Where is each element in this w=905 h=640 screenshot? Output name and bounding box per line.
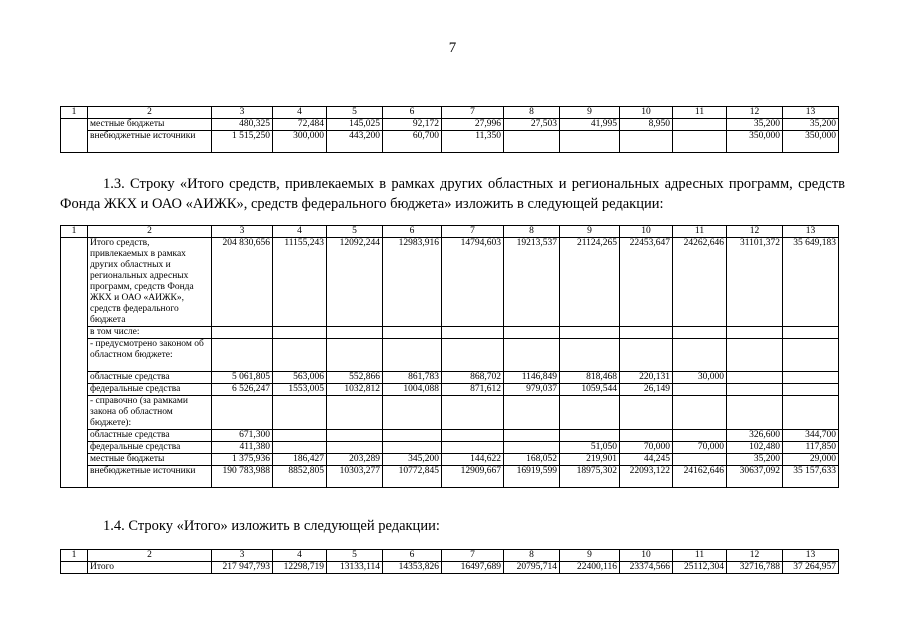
value-cell: 35,200 bbox=[727, 119, 783, 131]
value-cell bbox=[273, 327, 327, 339]
value-cell: 345,200 bbox=[383, 454, 442, 466]
row-label: местные бюджеты bbox=[88, 119, 212, 131]
value-cell: 5 061,805 bbox=[212, 372, 273, 384]
table-row bbox=[61, 430, 839, 442]
table-row bbox=[61, 396, 839, 430]
value-cell: 27,996 bbox=[442, 119, 504, 131]
row-label: областные средства bbox=[88, 372, 212, 384]
value-cell bbox=[212, 327, 273, 339]
table-local-sources bbox=[60, 106, 839, 153]
value-cell: 217 947,793 bbox=[212, 562, 273, 574]
value-cell bbox=[504, 131, 560, 153]
value-cell bbox=[673, 384, 727, 396]
value-cell: 350,000 bbox=[727, 131, 783, 153]
row-label: внебюджетные источники bbox=[88, 466, 212, 488]
value-cell bbox=[560, 339, 620, 372]
value-cell bbox=[383, 442, 442, 454]
row-label: - справочно (за рамками закона об областном бюджете): bbox=[88, 396, 212, 430]
value-cell bbox=[442, 327, 504, 339]
value-cell: 70,000 bbox=[620, 442, 673, 454]
row-label: в том числе: bbox=[88, 327, 212, 339]
value-cell bbox=[783, 339, 839, 372]
value-cell bbox=[327, 396, 383, 430]
column-number-cell: 10 bbox=[620, 107, 673, 119]
table-row bbox=[61, 466, 839, 488]
table-total bbox=[60, 549, 839, 574]
value-cell bbox=[212, 396, 273, 430]
value-cell: 35,200 bbox=[783, 119, 839, 131]
column-number-cell: 6 bbox=[383, 226, 442, 238]
column-number-cell: 5 bbox=[327, 550, 383, 562]
value-cell bbox=[620, 327, 673, 339]
value-cell: 12909,667 bbox=[442, 466, 504, 488]
value-cell bbox=[673, 327, 727, 339]
column-number-cell: 7 bbox=[442, 550, 504, 562]
row-label: Итого средств, привлекаемых в рамках других областных и региональных адресных программ, средств Фонда ЖКХ и ОАО «АИЖК», средств федерального бюджета bbox=[88, 238, 212, 327]
value-cell: 552,866 bbox=[327, 372, 383, 384]
paragraph-1-3: 1.3. Строку «Итого средств, привлекаемых в рамках других областных и региональных адресных программ, средств Фонда ЖКХ и ОАО «АИЖК», средств федерального бюджета» изложить в следующей редакции: bbox=[60, 176, 845, 212]
value-cell bbox=[673, 339, 727, 372]
value-cell bbox=[673, 430, 727, 442]
value-cell: 8,950 bbox=[620, 119, 673, 131]
value-cell: 1059,544 bbox=[560, 384, 620, 396]
empty-index-cell bbox=[61, 238, 88, 488]
value-cell: 14794,603 bbox=[442, 238, 504, 327]
column-number-cell: 2 bbox=[88, 550, 212, 562]
value-cell: 16497,689 bbox=[442, 562, 504, 574]
table-row bbox=[61, 562, 839, 574]
column-number-cell: 11 bbox=[673, 226, 727, 238]
value-cell: 868,702 bbox=[442, 372, 504, 384]
value-cell: 186,427 bbox=[273, 454, 327, 466]
value-cell bbox=[673, 396, 727, 430]
table-row bbox=[61, 238, 839, 327]
value-cell: 190 783,988 bbox=[212, 466, 273, 488]
row-label: областные средства bbox=[88, 430, 212, 442]
value-cell bbox=[560, 430, 620, 442]
value-cell bbox=[620, 131, 673, 153]
column-number-cell: 7 bbox=[442, 226, 504, 238]
value-cell: 23374,566 bbox=[620, 562, 673, 574]
value-cell: 204 830,656 bbox=[212, 238, 273, 327]
column-number-cell: 13 bbox=[783, 226, 839, 238]
value-cell: 22093,122 bbox=[620, 466, 673, 488]
value-cell bbox=[783, 396, 839, 430]
value-cell bbox=[383, 339, 442, 372]
value-cell: 671,300 bbox=[212, 430, 273, 442]
value-cell: 861,783 bbox=[383, 372, 442, 384]
value-cell: 31101,372 bbox=[727, 238, 783, 327]
row-label: федеральные средства bbox=[88, 384, 212, 396]
column-number-cell: 3 bbox=[212, 550, 273, 562]
value-cell bbox=[383, 430, 442, 442]
column-number-cell: 8 bbox=[504, 107, 560, 119]
row-label: местные бюджеты bbox=[88, 454, 212, 466]
value-cell: 219,901 bbox=[560, 454, 620, 466]
column-number-cell: 12 bbox=[727, 107, 783, 119]
value-cell: 13133,114 bbox=[327, 562, 383, 574]
value-cell: 203,289 bbox=[327, 454, 383, 466]
value-cell bbox=[327, 327, 383, 339]
value-cell: 24262,646 bbox=[673, 238, 727, 327]
column-number-cell: 8 bbox=[504, 550, 560, 562]
value-cell: 30,000 bbox=[673, 372, 727, 384]
column-number-cell: 9 bbox=[560, 226, 620, 238]
value-cell: 25112,304 bbox=[673, 562, 727, 574]
paragraph-1-4: 1.4. Строку «Итого» изложить в следующей редакции: bbox=[103, 518, 440, 534]
value-cell: 1553,005 bbox=[273, 384, 327, 396]
value-cell: 32716,788 bbox=[727, 562, 783, 574]
value-cell: 35 649,183 bbox=[783, 238, 839, 327]
row-label: - предусмотрено законом об областном бюджете: bbox=[88, 339, 212, 372]
value-cell bbox=[442, 430, 504, 442]
table-row bbox=[61, 384, 839, 396]
column-number-cell: 11 bbox=[673, 107, 727, 119]
column-number-row bbox=[61, 550, 839, 562]
value-cell: 22400,116 bbox=[560, 562, 620, 574]
value-cell bbox=[327, 430, 383, 442]
table-total-attracted-funds bbox=[60, 225, 839, 488]
value-cell: 326,600 bbox=[727, 430, 783, 442]
column-number-cell: 4 bbox=[273, 550, 327, 562]
value-cell: 60,700 bbox=[383, 131, 442, 153]
column-number-cell: 5 bbox=[327, 107, 383, 119]
value-cell: 92,172 bbox=[383, 119, 442, 131]
value-cell: 12092,244 bbox=[327, 238, 383, 327]
value-cell bbox=[327, 339, 383, 372]
value-cell: 344,700 bbox=[783, 430, 839, 442]
value-cell bbox=[273, 396, 327, 430]
value-cell: 35 157,633 bbox=[783, 466, 839, 488]
column-number-cell: 4 bbox=[273, 226, 327, 238]
empty-index-cell bbox=[61, 562, 88, 574]
column-number-cell: 9 bbox=[560, 550, 620, 562]
column-number-cell: 13 bbox=[783, 550, 839, 562]
empty-index-cell bbox=[61, 119, 88, 153]
value-cell: 145,025 bbox=[327, 119, 383, 131]
value-cell: 30637,092 bbox=[727, 466, 783, 488]
column-number-cell: 1 bbox=[61, 550, 88, 562]
column-number-cell: 2 bbox=[88, 226, 212, 238]
column-number-cell: 3 bbox=[212, 226, 273, 238]
value-cell: 21124,265 bbox=[560, 238, 620, 327]
value-cell bbox=[673, 454, 727, 466]
value-cell: 29,000 bbox=[783, 454, 839, 466]
value-cell: 11155,243 bbox=[273, 238, 327, 327]
value-cell: 27,503 bbox=[504, 119, 560, 131]
column-number-cell: 3 bbox=[212, 107, 273, 119]
column-number-cell: 8 bbox=[504, 226, 560, 238]
column-number-cell: 4 bbox=[273, 107, 327, 119]
value-cell: 37 264,957 bbox=[783, 562, 839, 574]
value-cell bbox=[727, 339, 783, 372]
value-cell bbox=[442, 442, 504, 454]
value-cell: 70,000 bbox=[673, 442, 727, 454]
value-cell: 19213,537 bbox=[504, 238, 560, 327]
value-cell bbox=[620, 430, 673, 442]
value-cell bbox=[383, 396, 442, 430]
value-cell bbox=[560, 327, 620, 339]
value-cell bbox=[620, 396, 673, 430]
value-cell: 16919,599 bbox=[504, 466, 560, 488]
column-number-cell: 1 bbox=[61, 107, 88, 119]
value-cell: 350,000 bbox=[783, 131, 839, 153]
column-number-cell: 10 bbox=[620, 550, 673, 562]
value-cell bbox=[273, 430, 327, 442]
value-cell bbox=[620, 339, 673, 372]
value-cell: 117,850 bbox=[783, 442, 839, 454]
value-cell bbox=[504, 430, 560, 442]
value-cell: 51,050 bbox=[560, 442, 620, 454]
value-cell: 35,200 bbox=[727, 454, 783, 466]
value-cell bbox=[504, 442, 560, 454]
value-cell bbox=[560, 131, 620, 153]
value-cell: 12298,719 bbox=[273, 562, 327, 574]
value-cell: 14353,826 bbox=[383, 562, 442, 574]
value-cell: 24162,646 bbox=[673, 466, 727, 488]
value-cell: 1 515,250 bbox=[212, 131, 273, 153]
column-number-row bbox=[61, 107, 839, 119]
value-cell: 1004,088 bbox=[383, 384, 442, 396]
value-cell bbox=[504, 339, 560, 372]
value-cell: 979,037 bbox=[504, 384, 560, 396]
value-cell: 411,380 bbox=[212, 442, 273, 454]
value-cell: 72,484 bbox=[273, 119, 327, 131]
row-label: Итого bbox=[88, 562, 212, 574]
value-cell bbox=[783, 372, 839, 384]
value-cell bbox=[327, 442, 383, 454]
table-row bbox=[61, 372, 839, 384]
column-number-cell: 12 bbox=[727, 550, 783, 562]
value-cell bbox=[212, 339, 273, 372]
value-cell bbox=[560, 396, 620, 430]
table-row bbox=[61, 131, 839, 153]
value-cell bbox=[727, 384, 783, 396]
column-number-cell: 10 bbox=[620, 226, 673, 238]
value-cell: 144,622 bbox=[442, 454, 504, 466]
value-cell: 41,995 bbox=[560, 119, 620, 131]
value-cell bbox=[442, 396, 504, 430]
value-cell: 1032,812 bbox=[327, 384, 383, 396]
value-cell bbox=[273, 339, 327, 372]
value-cell: 10303,277 bbox=[327, 466, 383, 488]
table-row bbox=[61, 119, 839, 131]
value-cell bbox=[783, 327, 839, 339]
value-cell: 443,200 bbox=[327, 131, 383, 153]
column-number-cell: 2 bbox=[88, 107, 212, 119]
value-cell bbox=[442, 339, 504, 372]
column-number-cell: 12 bbox=[727, 226, 783, 238]
value-cell: 6 526,247 bbox=[212, 384, 273, 396]
table-row bbox=[61, 454, 839, 466]
value-cell bbox=[727, 372, 783, 384]
value-cell: 480,325 bbox=[212, 119, 273, 131]
value-cell bbox=[504, 396, 560, 430]
column-number-cell: 1 bbox=[61, 226, 88, 238]
column-number-cell: 6 bbox=[383, 550, 442, 562]
value-cell bbox=[727, 396, 783, 430]
value-cell: 1 375,936 bbox=[212, 454, 273, 466]
column-number-cell: 11 bbox=[673, 550, 727, 562]
value-cell: 8852,805 bbox=[273, 466, 327, 488]
value-cell: 11,350 bbox=[442, 131, 504, 153]
value-cell: 1146,849 bbox=[504, 372, 560, 384]
value-cell bbox=[273, 442, 327, 454]
column-number-cell: 5 bbox=[327, 226, 383, 238]
value-cell: 300,000 bbox=[273, 131, 327, 153]
value-cell bbox=[504, 327, 560, 339]
value-cell: 168,052 bbox=[504, 454, 560, 466]
value-cell: 563,006 bbox=[273, 372, 327, 384]
row-label: внебюджетные источники bbox=[88, 131, 212, 153]
column-number-cell: 13 bbox=[783, 107, 839, 119]
value-cell: 220,131 bbox=[620, 372, 673, 384]
value-cell: 102,480 bbox=[727, 442, 783, 454]
table-row bbox=[61, 442, 839, 454]
value-cell: 871,612 bbox=[442, 384, 504, 396]
value-cell: 26,149 bbox=[620, 384, 673, 396]
column-number-cell: 7 bbox=[442, 107, 504, 119]
column-number-row bbox=[61, 226, 839, 238]
value-cell bbox=[783, 384, 839, 396]
column-number-cell: 9 bbox=[560, 107, 620, 119]
value-cell: 18975,302 bbox=[560, 466, 620, 488]
value-cell: 22453,647 bbox=[620, 238, 673, 327]
value-cell: 10772,845 bbox=[383, 466, 442, 488]
value-cell bbox=[673, 131, 727, 153]
column-number-cell: 6 bbox=[383, 107, 442, 119]
value-cell: 20795,714 bbox=[504, 562, 560, 574]
value-cell bbox=[727, 327, 783, 339]
value-cell: 818,468 bbox=[560, 372, 620, 384]
value-cell: 44,245 bbox=[620, 454, 673, 466]
value-cell: 12983,916 bbox=[383, 238, 442, 327]
value-cell bbox=[383, 327, 442, 339]
table-row bbox=[61, 327, 839, 339]
table-row bbox=[61, 339, 839, 372]
page-number: 7 bbox=[448, 40, 457, 56]
row-label: федеральные средства bbox=[88, 442, 212, 454]
value-cell bbox=[673, 119, 727, 131]
